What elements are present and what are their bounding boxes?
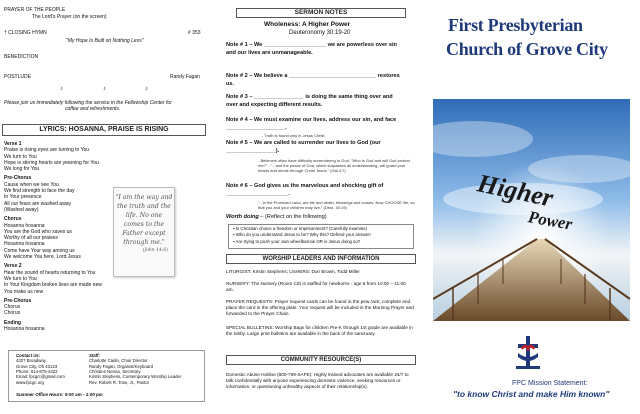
mission-statement: "to know Christ and make Him known"	[453, 389, 610, 399]
postlude-by: Randy Fagan	[170, 74, 201, 80]
lyrics-block: Verse 1 Praise is rising eyes are turning to You We turn to You Hope is stirring hearts are yearning for You We long for You Pre-Chorus Cause when we see You We find strength to face the day In Your presence All our fears are washed away (Washed away) Chorus Hosanna hosanna You are the God who saves us Worthy of all our praises Hosanna hosanna Come have Your way among us We welcome You here, Lord Jesus Verse 2 Hear the sound of hearts returning to You We turn to You In Your Kingdom broken lives are made new You make us new Pre-Chorus Chorus Chorus Ending Hosanna hosanna	[4, 141, 102, 333]
note-4-small: - Truth is found only in Jesus Christ.	[262, 133, 326, 138]
prayer-heading: PRAYER OF THE PEOPLE	[4, 7, 66, 13]
hymn-number: # 353	[188, 30, 201, 36]
higher-power-image	[433, 99, 630, 321]
note-2: Note # 2 – We believe a ____________________________ restores us.	[226, 73, 400, 87]
worth-item: ▪ Who do you understand Jesus to be? Why this? Defend your answer!	[233, 232, 371, 238]
sermon-subtitle: Wholeness: A Higher Power	[264, 21, 351, 28]
staff-info: Staff: Charlotte Cadin, Choir Director Randy Fagan, Organist/Keyboard Christine Nenna, Secretary Kirstin Stephens, Contemporary Worship Leader Rev. Robert R. Tose, Jr., Pastor	[89, 353, 182, 385]
fellowship-line-2: coffee and refreshments.	[65, 106, 121, 112]
church-name-line-2: Church of Grove City	[446, 39, 608, 59]
mission-label: FPC Mission Statement:	[512, 380, 588, 387]
note-5: Note # 5 – We are called to surrender our lives to God (our ________________).	[226, 140, 381, 154]
fellowship-line-1: Please join us immediately following the service in the Fellowship Center for	[4, 100, 172, 106]
lords-prayer: The Lord's Prayer (on the screen)	[32, 14, 107, 20]
pcusa-logo-icon	[513, 335, 543, 371]
nursery: NURSERY: The Nursery (Room C8) is staffed for newborns - age 6 from 10:00 – 11:00 am.	[226, 281, 406, 293]
quote-box: "I am the way and the truth and the life. No one comes to the Father except through me." (John 14:6)	[113, 187, 175, 277]
hymn-title: "My Hope Is Built on Nothing Less"	[66, 38, 144, 44]
prayer-requests: PRAYER REQUESTS: Prayer request cards can be found in the pew rack; complete and place the card in the offering plate. Your request will be included in the Morning Prayer and forwarded to the Prayer Chain.	[226, 299, 414, 317]
sermon-reference: Deuteronomy 30:19-20	[289, 30, 351, 36]
worth-item: ▪ Is Christian choice a freedom or imprisonment? (Carefully examine)	[233, 226, 368, 231]
music-note-icon: ♪	[60, 86, 63, 92]
music-note-icon: ♪	[103, 86, 106, 92]
ending-label: Ending	[4, 319, 21, 326]
special-bulletins: SPECIAL BULLETINS: Worship Bags for children Pre-K through 1st grade are available in the lobby. Large print bulletins are available in the back of the sanctuary.	[226, 325, 413, 337]
music-note-icon: ♪	[145, 86, 148, 92]
pre-chorus-label: Pre-Chorus	[4, 175, 32, 182]
verse-2-label: Verse 2	[4, 263, 22, 270]
benediction: BENEDICTION	[4, 54, 39, 60]
note-5-small: - Believers often have difficulty surrendering to God. "Who is God and will God protect me?" - "...and the peace of God, which surpasses all understanding, will guard your hearts and minds through Christ Jesus." (Gal 4:7)	[258, 158, 410, 174]
note-6: Note # 6 – God gives us the marvelous and shocking gift of ____________________.	[226, 183, 384, 197]
note-1: Note # 1 – We ____________________ we are powerless over sin and our lives are unmanageable.	[226, 42, 397, 56]
worth-doing-box	[228, 224, 414, 249]
office-hours: Summer Office Hours: 9:00 am - 1:00 pm	[16, 392, 103, 397]
lyrics-header: LYRICS: HOSANNA, PRAISE IS RISING	[2, 124, 206, 136]
postlude: POSTLUDE	[4, 74, 31, 80]
note-3: Note # 3 – ________________ is doing the same thing over and over and expecting different results.	[226, 94, 393, 108]
worth-item: ▪ Are trying to push your own wheelbarrow OR is Jesus doing so?	[233, 238, 361, 244]
community-header: COMMUNITY RESOURCE(S)	[226, 355, 416, 365]
note-4: Note # 4 – We must examine our lives, address our sin, and face ___________________.	[226, 117, 397, 131]
sermon-notes-header: SERMON NOTES	[236, 8, 406, 18]
note-6-small: "...in the Promised Land, are life and death, blessings and curses. Now CHOOSE life, so that you and your children may live." (Deut. 30:19)	[258, 200, 415, 211]
pre-chorus-2-label: Pre-Chorus	[4, 297, 32, 304]
contact-box	[8, 350, 205, 402]
worth-doing: Worth doing – (Reflect on the following)	[226, 214, 327, 220]
image-text-higher: Higher	[474, 168, 556, 213]
image-text-power: Power	[526, 207, 574, 234]
closing-hymn: † CLOSING HYMN	[4, 30, 47, 36]
worship-header: WORSHIP LEADERS AND INFORMATION	[226, 254, 416, 264]
contact-info: Contact Us: 4327 Broadway Grove City, Oh 43123 Phone: 614-875-4322 Email: fpcgrc@gmail.com www.fpcgc.org	[16, 353, 65, 385]
liturgist: LITURGIST: Kristin Stephens; USHERS: Don Brown, Todd Miller	[226, 269, 360, 274]
community-text: Domestic Abuse Hotline (800-799-SAFE): Highly trained advocates are available 24/7 to talk confidentially with anyone experiencing domestic violence, seeking resources or information, or questioning unhealthy aspects of their relationship(s).	[226, 372, 409, 390]
church-name-line-1: First Presbyterian	[448, 15, 583, 35]
verse-1-label: Verse 1	[4, 141, 22, 147]
chorus-label: Chorus	[4, 216, 22, 223]
